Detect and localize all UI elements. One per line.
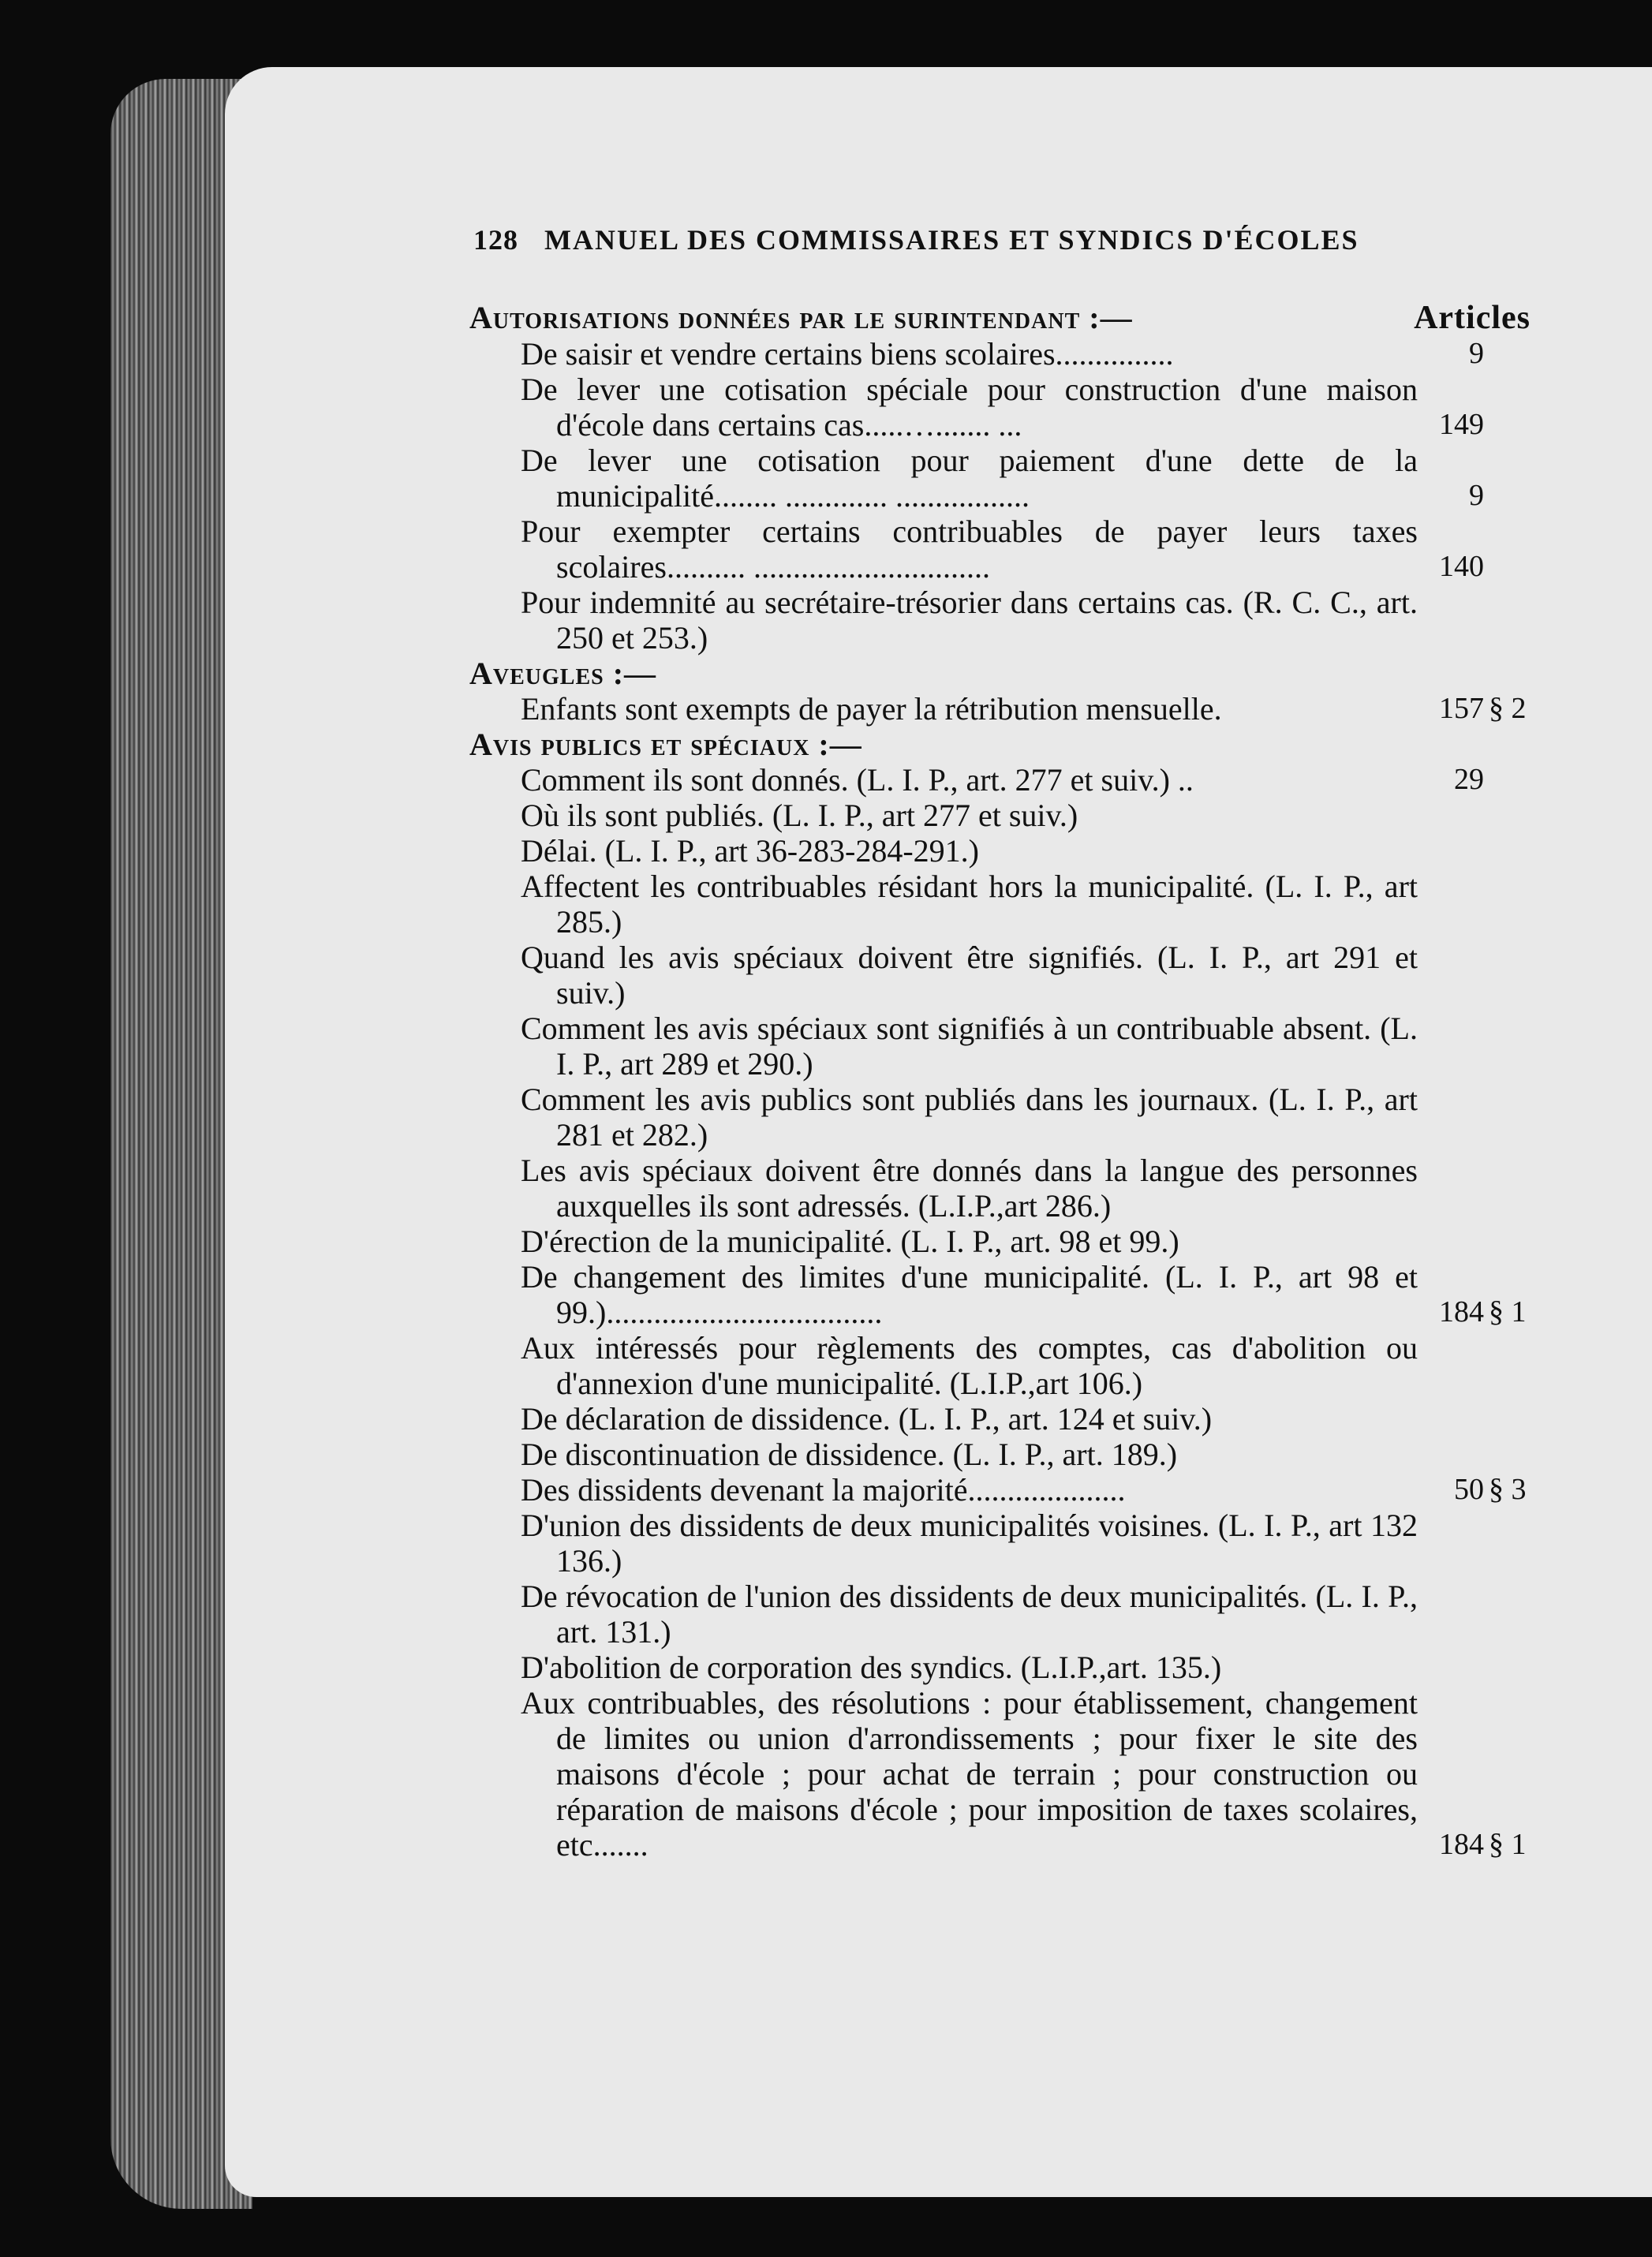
entry-reference [1418, 1543, 1538, 1579]
index-entry [469, 443, 1538, 514]
entry-text: De discontinuation de dissidence. (L. I. P., art. 189.) [521, 1437, 1178, 1472]
running-head [473, 223, 1416, 256]
entry-reference [1418, 1046, 1538, 1082]
entry-text: Aux contribuables, des résolutions : pour établissement, changement de limites ou union d'arrondissements ; pour fixer le site des maisons d'école ; pour achat de terrain ; pour construction ou réparation de maisons d'école ; pour imposition de taxes scolaires, etc....... [521, 1685, 1418, 1863]
entry-reference [1418, 691, 1538, 727]
entry-text: De déclaration de dissidence. (L. I. P., art. 124 et suiv.) [521, 1401, 1213, 1437]
entry-reference [1418, 1650, 1538, 1685]
section-title: Aveugles :— [469, 656, 657, 691]
entry-reference [1418, 336, 1538, 372]
book-title: MANUEL DES COMMISSAIRES ET SYNDICS D'ÉCOLES [544, 224, 1359, 256]
entry-text: De lever une cotisation pour paiement d'une dette de la municipalité........ ............. ................. [521, 443, 1418, 514]
entry-text: De saisir et vendre certains biens scolaires............... [521, 336, 1174, 372]
entry-reference [1418, 1117, 1538, 1153]
index-entry [469, 1685, 1538, 1863]
index-entry [469, 1579, 1538, 1650]
entry-reference [1418, 1614, 1538, 1650]
section-heading [469, 300, 1538, 336]
entry-text: De changement des limites d'une municipalité. (L. I. P., art 98 et 99.)................................... [521, 1259, 1418, 1330]
entry-text: Affectent les contribuables résidant hors la municipalité. (L. I. P., art 285.) [521, 869, 1418, 940]
entry-reference [1418, 1401, 1538, 1437]
section-heading [469, 656, 1538, 691]
index-entry [469, 1437, 1538, 1472]
entry-text: Comment les avis publics sont publiés dans les journaux. (L. I. P., art 281 et 282.) [521, 1082, 1418, 1153]
entry-text: Comment ils sont donnés. (L. I. P., art. 277 et suiv.) .. [521, 762, 1194, 798]
entry-reference [1418, 1472, 1538, 1508]
entry-reference [1418, 1366, 1538, 1401]
index-entry [469, 833, 1538, 869]
paragraph-number: § 3 [1489, 1473, 1527, 1506]
index-entry [469, 1082, 1538, 1153]
articles-column-label: Articles [1414, 300, 1531, 336]
index-entry [469, 798, 1538, 833]
index-entry [469, 336, 1538, 372]
section-heading [469, 727, 1538, 762]
index-entry [469, 1153, 1538, 1224]
index-entry [469, 1401, 1538, 1437]
index-entry [469, 1650, 1538, 1685]
entry-text: De révocation de l'union des dissidents de deux municipalités. (L. I. P., art. 131.) [521, 1579, 1418, 1650]
article-number: 9 [1469, 479, 1484, 512]
entry-reference [1418, 407, 1538, 443]
paragraph-number: § 2 [1489, 692, 1527, 725]
index-entry [469, 585, 1538, 656]
entry-reference [1418, 762, 1538, 798]
index-entry [469, 1224, 1538, 1259]
article-number: 149 [1439, 408, 1484, 441]
article-number: 29 [1454, 763, 1484, 796]
entry-reference [1418, 975, 1538, 1011]
article-number: 184 [1439, 1295, 1484, 1328]
entry-reference [1418, 1295, 1538, 1330]
entry-text: Pour exempter certains contribuables de payer leurs taxes scolaires.......... .............................. [521, 514, 1418, 585]
article-number: 9 [1469, 337, 1484, 370]
index-entry [469, 1330, 1538, 1401]
index-entry [469, 1259, 1538, 1330]
entry-reference [1418, 904, 1538, 940]
article-number: 50 [1454, 1473, 1484, 1506]
entry-reference [1418, 1437, 1538, 1472]
article-number: 184 [1439, 1828, 1484, 1861]
section-title: Autorisations données par le surintendant :— [469, 300, 1133, 335]
entry-text: D'érection de la municipalité. (L. I. P., art. 98 et 99.) [521, 1224, 1179, 1259]
entry-reference [1418, 798, 1538, 833]
paragraph-number: § 1 [1489, 1828, 1527, 1861]
paragraph-number: § 1 [1489, 1295, 1527, 1328]
entry-text: Où ils sont publiés. (L. I. P., art 277 et suiv.) [521, 798, 1078, 833]
entry-text: Enfants sont exempts de payer la rétribution mensuelle. [521, 691, 1222, 727]
entry-reference [1418, 1827, 1538, 1863]
entry-text: D'abolition de corporation des syndics. (L.I.P.,art. 135.) [521, 1650, 1222, 1685]
index-entry [469, 940, 1538, 1011]
section-title: Avis publics et spéciaux :— [469, 727, 862, 762]
entry-reference [1418, 620, 1538, 656]
entry-text: De lever une cotisation spéciale pour construction d'une maison d'école dans certains cas.....…....... ... [521, 372, 1418, 443]
entry-text: Pour indemnité au secrétaire-trésorier dans certains cas. (R. C. C., art. 250 et 253.) [521, 585, 1418, 656]
index-entry [469, 691, 1538, 727]
entry-text: D'union des dissidents de deux municipalités voisines. (L. I. P., art 132 136.) [521, 1508, 1418, 1579]
article-number: 140 [1439, 550, 1484, 583]
entry-text: Délai. (L. I. P., art 36-283-284-291.) [521, 833, 979, 869]
entry-text: Les avis spéciaux doivent être donnés dans la langue des personnes auxquelles ils sont adressés. (L.I.P.,art 286.) [521, 1153, 1418, 1224]
index-entry [469, 514, 1538, 585]
entry-reference [1418, 1224, 1538, 1259]
index-entry [469, 869, 1538, 940]
index-entry [469, 1011, 1538, 1082]
entry-reference [1418, 1188, 1538, 1224]
page-number: 128 [473, 224, 518, 256]
index-entry [469, 1472, 1538, 1508]
entry-text: Des dissidents devenant la majorité.................... [521, 1472, 1126, 1508]
entry-reference [1418, 833, 1538, 869]
entry-reference [1418, 549, 1538, 585]
entry-text: Aux intéressés pour règlements des comptes, cas d'abolition ou d'annexion d'une municipalité. (L.I.P.,art 106.) [521, 1330, 1418, 1401]
index-entry [469, 372, 1538, 443]
entry-text: Comment les avis spéciaux sont signifiés à un contribuable absent. (L. I. P., art 289 et 290.) [521, 1011, 1418, 1082]
index-entry [469, 1508, 1538, 1579]
index-content [469, 300, 1538, 1863]
entry-text: Quand les avis spéciaux doivent être signifiés. (L. I. P., art 291 et suiv.) [521, 940, 1418, 1011]
article-number: 157 [1439, 692, 1484, 725]
index-entry [469, 762, 1538, 798]
entry-reference [1418, 478, 1538, 514]
